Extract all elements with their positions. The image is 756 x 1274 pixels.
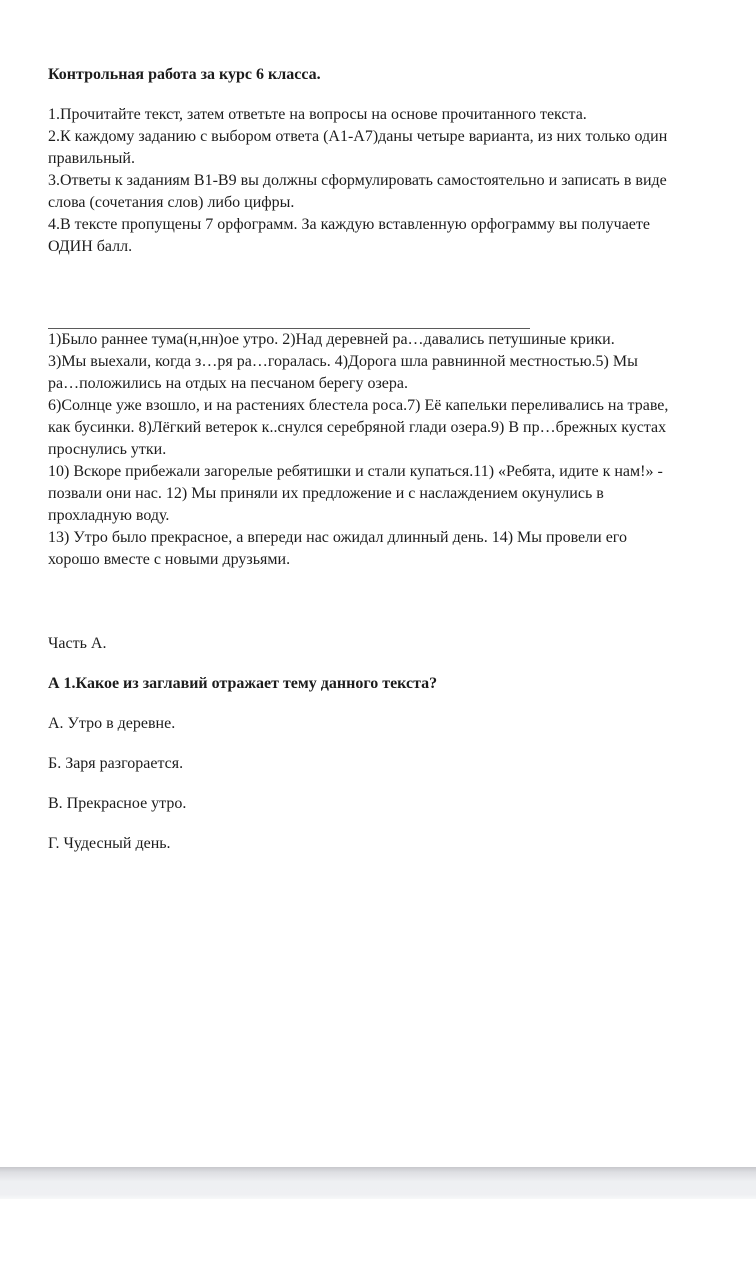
instruction-paragraph-1 bbox=[48, 104, 714, 126]
reading-paragraph-2 bbox=[48, 351, 714, 395]
reading-paragraph-5 bbox=[48, 527, 714, 571]
text-line: 1)Было раннее тума(н,нн)ое утро. 2)Над деревней ра…давались петушиные крики. bbox=[48, 331, 615, 348]
text-line: 3)Мы выехали, когда з…ря ра…горалась. 4)Дорога шла равнинной местностью.5) Мы bbox=[48, 353, 638, 370]
instruction-paragraph-4 bbox=[48, 214, 714, 258]
text-line: хорошо вместе с новыми друзьями. bbox=[48, 551, 291, 568]
reading-paragraph-1 bbox=[48, 329, 714, 351]
text-line: ОДИН балл. bbox=[48, 238, 133, 255]
question-a1-title: А 1.Какое из заглавий отражает тему данного текста? bbox=[48, 675, 438, 692]
option-a: А. Утро в деревне. bbox=[48, 715, 176, 732]
reading-paragraph-3 bbox=[48, 395, 714, 461]
doc-title: Контрольная работа за курс 6 класса. bbox=[48, 66, 321, 83]
text-line: 10) Вскоре прибежали загорелые ребятишки и стали купаться.11) «Ребята, идите к нам!» - bbox=[48, 463, 663, 480]
page-break-gap bbox=[0, 1167, 756, 1199]
text-line: позвали они нас. 12) Мы приняли их предложение и с наслаждением окунулись в bbox=[48, 485, 604, 502]
text-line: 13) Утро было прекрасное, а впереди нас ожидал длинный день. 14) Мы провели его bbox=[48, 529, 627, 546]
text-line: прохладную воду. bbox=[48, 507, 170, 524]
part-a-label: Часть А. bbox=[48, 635, 107, 652]
text-line: правильный. bbox=[48, 150, 135, 167]
text-line: 1.Прочитайте текст, затем ответьте на вопросы на основе прочитанного текста. bbox=[48, 106, 587, 123]
text-line: слова (сочетания слов) либо цифры. bbox=[48, 194, 295, 211]
text-line: проснулись утки. bbox=[48, 441, 167, 458]
text-line: 6)Солнце уже взошло, и на растениях блестела роса.7) Её капельки переливались на траве, bbox=[48, 397, 669, 414]
text-line: 4.В тексте пропущены 7 орфограмм. За каждую вставленную орфограмму вы получаете bbox=[48, 216, 650, 233]
reading-paragraph-4 bbox=[48, 461, 714, 527]
text-line: как бусинки. 8)Лёгкий ветерок к..снулся серебряной глади озера.9) В пр…брежных кустах bbox=[48, 419, 667, 436]
text-line: 3.Ответы к заданиям В1-В9 вы должны сформулировать самостоятельно и записать в виде bbox=[48, 172, 667, 189]
text-line: 2.К каждому заданию с выбором ответа (А1-А7)даны четыре варианта, из них только один bbox=[48, 128, 668, 145]
option-b: Б. Заря разгорается. bbox=[48, 755, 184, 772]
option-g: Г. Чудесный день. bbox=[48, 835, 171, 852]
option-v: В. Прекрасное утро. bbox=[48, 795, 187, 812]
instruction-paragraph-2 bbox=[48, 126, 714, 170]
instruction-paragraph-3 bbox=[48, 170, 714, 214]
text-line: ра…положились на отдых на песчаном берегу озера. bbox=[48, 375, 408, 392]
